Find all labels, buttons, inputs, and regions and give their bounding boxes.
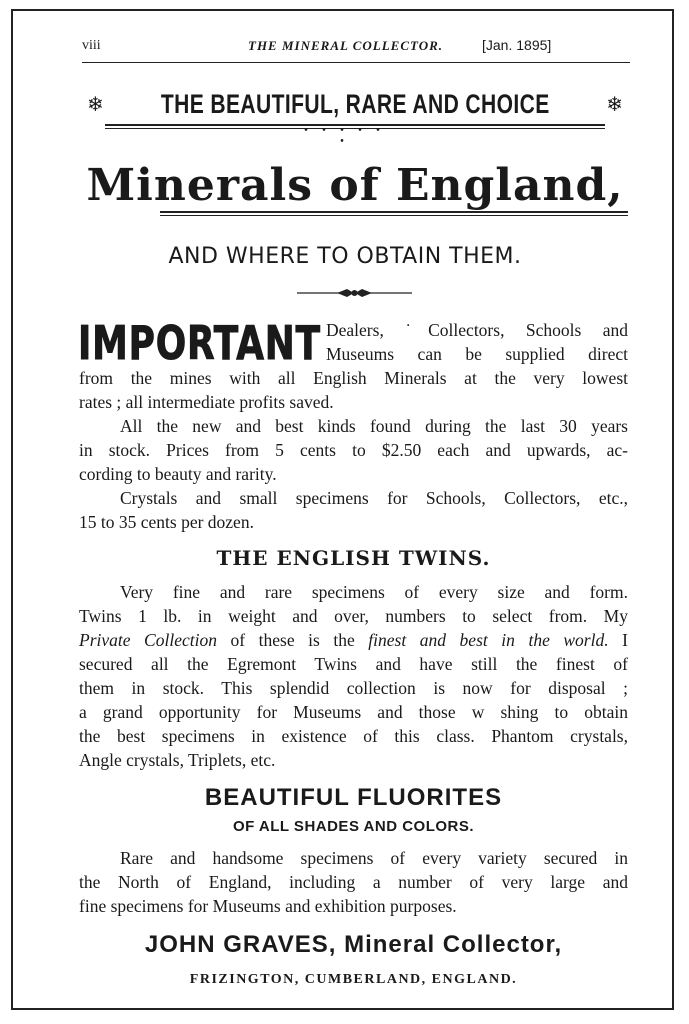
issue-date: [Jan. 1895] [482, 37, 552, 53]
twins-line-3 [79, 630, 628, 651]
subtitle: AND WHERE TO OBTAIN THEM. [168, 244, 522, 269]
ornament-divider-icon [297, 286, 412, 300]
important-line-1: Dealers, ˙Collectors, Schools and [326, 320, 628, 340]
advertiser-address: FRIZINGTON, CUMBERLAND, ENGLAND. [189, 972, 518, 987]
twins-line-8: Angle crystals, Triplets, etc. [79, 750, 276, 770]
important-line-4: rates ; all intermediate profits saved. [79, 392, 334, 412]
snowflake-right-icon: ❄ [606, 93, 624, 116]
title-underline-1 [160, 211, 628, 213]
private-collection-text: Private Collection [79, 630, 217, 650]
important-label: IMPORTANT [78, 316, 321, 370]
new-kinds-line-3: cording to beauty and rarity. [79, 464, 277, 484]
fluorites-line-3: fine specimens for Museums and exhibition purposes. [79, 896, 457, 916]
important-line-3: from the mines with all English Minerals at the very lowest [79, 368, 628, 388]
twins-line-3-end: I [608, 630, 628, 650]
important-line-2: Museums can be supplied direct [326, 344, 628, 364]
fluorites-line-2: the North of England, including a number of very large and [79, 872, 628, 892]
finest-best-text: finest and best in the world. [368, 630, 609, 650]
title-underline-2 [160, 215, 628, 216]
main-title: Minerals of England, [86, 160, 624, 211]
publication-title: THE MINERAL COLLECTOR. [248, 38, 443, 53]
running-header [82, 38, 632, 58]
twins-line-2: Twins 1 lb. in weight and over, numbers to select from. My [79, 606, 628, 626]
twins-line-4: secured all the Egremont Twins and have still the finest of [79, 654, 628, 674]
new-kinds-line-1: All the new and best kinds found during the last 30 years [120, 416, 628, 436]
crystals-line-2: 15 to 35 cents per dozen. [79, 512, 254, 532]
banner-headline [86, 84, 624, 124]
page-number: viii [82, 38, 101, 53]
twins-line-7: the best specimens in existence of this class. Phantom crystals, [79, 726, 628, 746]
twins-line-5: them in stock. This splendid collection is now for disposal ; [79, 678, 628, 698]
header-rule [82, 62, 630, 63]
twins-line-6: a grand opportunity for Museums and those w shing to obtain [79, 702, 628, 722]
fluorites-subheading: OF ALL SHADES AND COLORS. [232, 818, 475, 835]
fluorites-line-1: Rare and handsome specimens of every variety secured in [120, 848, 628, 868]
new-kinds-line-2: in stock. Prices from 5 cents to $2.50 each and upwards, ac- [79, 440, 628, 460]
twins-line-1: Very fine and rare specimens of every size and form. [120, 582, 628, 602]
crystals-line-1: Crystals and small specimens for Schools, Collectors, etc., [120, 488, 628, 508]
twins-line-3-mid: of these is the [216, 630, 369, 650]
headline-text: THE BEAUTIFUL, RARE AND CHOICE [160, 88, 550, 119]
snowflake-left-icon: ❄ [86, 93, 104, 116]
twins-heading: THE ENGLISH TWINS. [216, 546, 491, 570]
advertiser-name: JOHN GRAVES, Mineral Collector, [144, 931, 563, 958]
fluorites-heading: BEAUTIFUL FLUORITES [204, 784, 503, 811]
banner-dots: • • • • • • [304, 125, 386, 147]
